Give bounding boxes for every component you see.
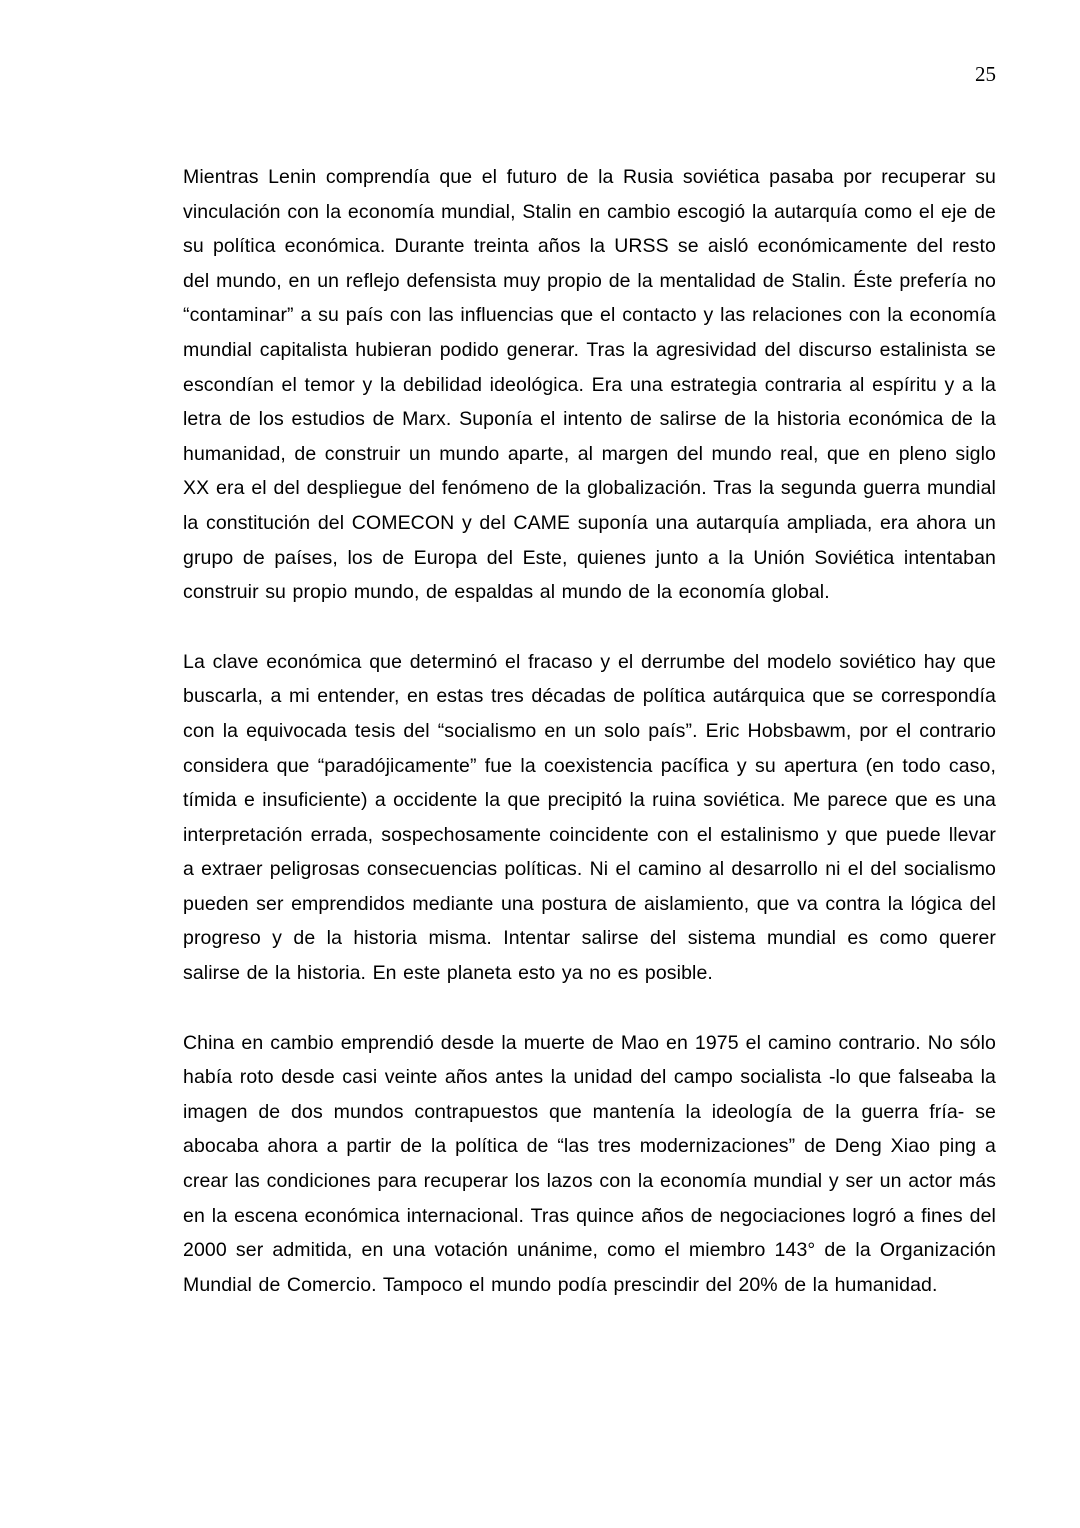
paragraph-soviet-collapse-key: La clave económica que determinó el fracaso y el derrumbe del modelo soviético hay que buscarla, a mi entender, en estas tres décadas de política autárquica que se correspondía con la equivocada tesis del “socialismo en un solo país”. Eric Hobsbawm, por el contrario considera que “paradójicamente” fue la coexistencia pacífica y su apertura (en todo caso, tímida e insuficiente) a occidente la que precipitó la ruina soviética. Me parece que es una interpretación errada, sospechosamente coincidente con el estalinismo y que puede llevar a extraer peligrosas consecuencias políticas. Ni el camino al desarrollo ni el del socialismo pueden ser emprendidos mediante una postura de aislamiento, que va contra la lógica del progreso y de la historia misma. Intentar salirse del sistema mundial es como querer salirse de la historia. En este planeta esto ya no es posible. xyxy=(183,650,996,985)
paragraph-china-wto: China en cambio emprendió desde la muerte de Mao en 1975 el camino contrario. No sólo había roto desde casi veinte años antes la unidad del campo socialista -lo que falseaba la imagen de dos mundos contrapuestos que mantenía la ideología de la guerra fría- se abocaba ahora a partir de la política de “las tres modernizaciones” de Deng Xiao ping a crear las condiciones para recuperar los lazos con la economía mundial y ser un actor más en la escena económica internacional. Tras quince años de negociaciones logró a fines del 2000 ser admitida, en una votación unánime, como el miembro 143° de la Organización Mundial de Comercio. Tampoco el mundo podía prescindir del 20% de la humanidad. xyxy=(183,1031,996,1296)
document-body xyxy=(183,160,996,1337)
page-number: 25 xyxy=(975,62,996,86)
paragraph-lenin-stalin-autarky: Mientras Lenin comprendía que el futuro de la Rusia soviética pasaba por recuperar su vinculación con la economía mundial, Stalin en cambio escogió la autarquía como el eje de su política económica. Durante treinta años la URSS se aisló económicamente del resto del mundo, en un reflejo defensista muy propio de la mentalidad de Stalin. Éste prefería no “contaminar” a su país con las influencias que el contacto y las relaciones con la economía mundial capitalista hubieran podido generar. Tras la agresividad del discurso estalinista se escondían el temor y la debilidad ideológica. Era una estrategia contraria al espíritu y a la letra de los estudios de Marx. Suponía el intento de salirse de la historia económica de la humanidad, de construir un mundo aparte, al margen del mundo real, que en pleno siglo XX era el del despliegue del fenómeno de la globalización. Tras la segunda guerra mundial la constitución del COMECON y del CAME suponía una autarquía ampliada, era ahora un grupo de países, los de Europa del Este, quienes junto a la Unión Soviética intentaban construir su propio mundo, de espaldas al mundo de la economía global. xyxy=(183,166,996,604)
